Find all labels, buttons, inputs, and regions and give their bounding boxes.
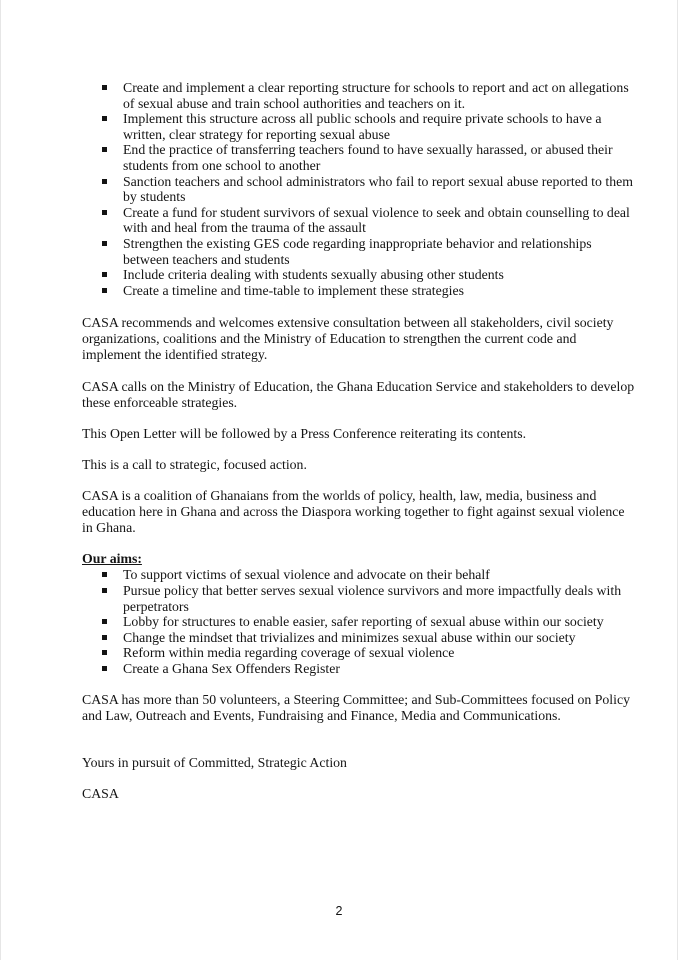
list-item-text: Lobby for structures to enable easier, safer reporting of sexual abuse within our society bbox=[123, 614, 604, 630]
call-to-action-paragraph: This is a call to strategic, focused action. bbox=[82, 457, 307, 473]
consultation-paragraph: CASA recommends and welcomes extensive consultation between all stakeholders, civil society organizations, coalitions and the Ministry of Education to strengthen the current code and implement the identified strategy. bbox=[82, 315, 614, 363]
list-item-text: Pursue policy that better serves sexual violence survivors and more impactfully deals with perpetrators bbox=[123, 582, 622, 614]
calls-on-paragraph: CASA calls on the Ministry of Education, the Ghana Education Service and stakeholders to develop these enforceable strategies. bbox=[82, 379, 635, 411]
recommendations-list bbox=[82, 80, 638, 298]
bullet-icon bbox=[102, 85, 107, 90]
list-item bbox=[82, 174, 638, 205]
volunteers-paragraph: CASA has more than 50 volunteers, a Steering Committee; and Sub-Committees focused on Policy and Law, Outreach and Events, Fundraising and Finance, Media and Communications. bbox=[82, 692, 630, 724]
bullet-icon bbox=[102, 179, 107, 184]
list-item bbox=[82, 236, 638, 267]
list-item-text: Include criteria dealing with students sexually abusing other students bbox=[123, 267, 504, 283]
list-item bbox=[82, 142, 638, 173]
list-item bbox=[82, 661, 638, 677]
list-item-text: Strengthen the existing GES code regarding inappropriate behavior and relationships between teachers and students bbox=[123, 235, 592, 267]
list-item-text: Implement this structure across all public schools and require private schools to have a written, clear strategy for reporting sexual abuse bbox=[123, 111, 602, 142]
bullet-icon bbox=[102, 619, 107, 624]
bullet-icon bbox=[102, 116, 107, 121]
closing-line: Yours in pursuit of Committed, Strategic Action bbox=[82, 755, 347, 771]
list-item-text: Create and implement a clear reporting structure for schools to report and act on allegations of sexual abuse and train school authorities and teachers on it. bbox=[123, 80, 629, 111]
aims-list bbox=[82, 567, 638, 676]
list-item bbox=[82, 283, 638, 299]
bullet-icon bbox=[102, 635, 107, 640]
list-item-text: Reform within media regarding coverage of sexual violence bbox=[123, 645, 455, 661]
signature: CASA bbox=[82, 786, 119, 802]
bullet-icon bbox=[102, 241, 107, 246]
list-item-text: Change the mindset that trivializes and minimizes sexual abuse within our society bbox=[123, 629, 576, 645]
list-item-text: Create a fund for student survivors of sexual violence to seek and obtain counselling to deal with and heal from the trauma of the assault bbox=[123, 204, 630, 236]
bullet-icon bbox=[102, 288, 107, 293]
bullet-icon bbox=[102, 588, 107, 593]
bullet-icon bbox=[102, 210, 107, 215]
list-item bbox=[82, 645, 638, 661]
bullet-icon bbox=[102, 272, 107, 277]
list-item bbox=[82, 267, 638, 283]
press-conference-paragraph: This Open Letter will be followed by a Press Conference reiterating its contents. bbox=[82, 426, 527, 442]
bullet-icon bbox=[102, 147, 107, 152]
list-item bbox=[82, 111, 638, 142]
list-item bbox=[82, 80, 638, 111]
aims-heading: Our aims: bbox=[82, 551, 142, 567]
list-item bbox=[82, 630, 638, 646]
bullet-icon bbox=[102, 650, 107, 655]
about-paragraph: CASA is a coalition of Ghanaians from the worlds of policy, health, law, media, business and education here in Ghana and across the Diaspora working together to fight against sexual violence in Ghana. bbox=[82, 488, 625, 536]
list-item bbox=[82, 205, 638, 236]
list-item bbox=[82, 614, 638, 630]
bullet-icon bbox=[102, 572, 107, 577]
list-item-text: End the practice of transferring teachers found to have sexually harassed, or abused their students from one school to another bbox=[123, 142, 613, 173]
list-item-text: To support victims of sexual violence and advocate on their behalf bbox=[123, 567, 490, 583]
list-item-text: Sanction teachers and school administrators who fail to report sexual abuse reported to them by students bbox=[123, 173, 633, 205]
list-item bbox=[82, 583, 638, 614]
page-number: 2 bbox=[335, 904, 343, 918]
list-item bbox=[82, 567, 638, 583]
list-item-text: Create a Ghana Sex Offenders Register bbox=[123, 660, 340, 676]
bullet-icon bbox=[102, 666, 107, 671]
list-item-text: Create a timeline and time-table to implement these strategies bbox=[123, 282, 464, 298]
